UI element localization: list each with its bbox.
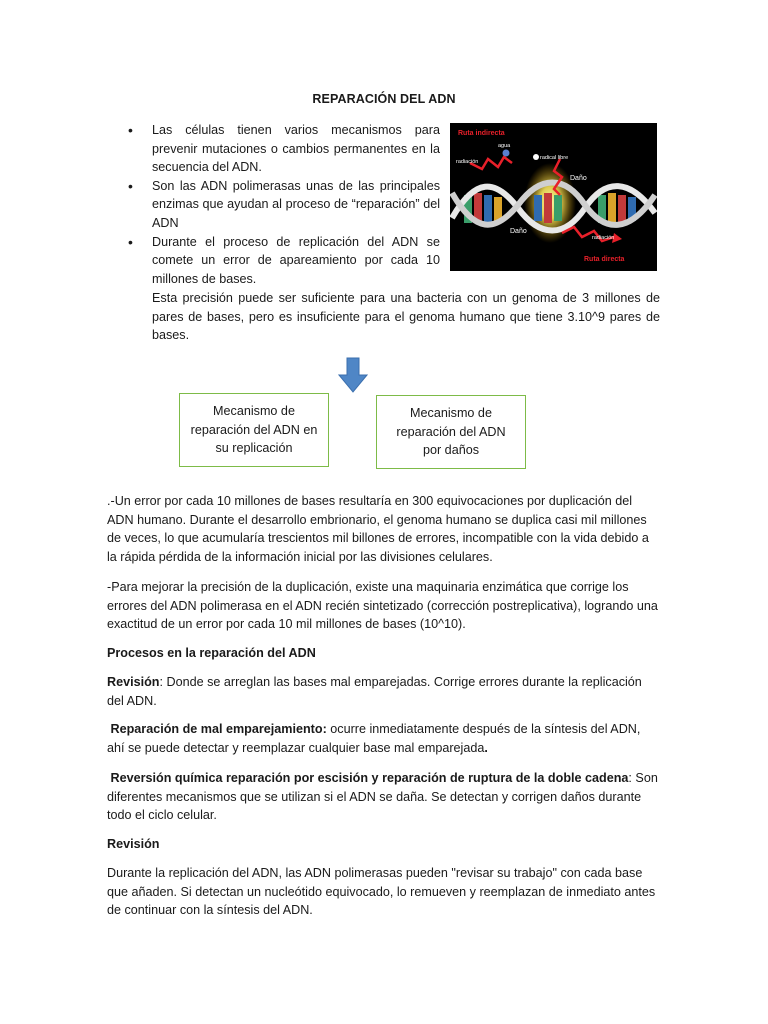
mismatch-definition: ocurre inmediatamente después de la síntesis del ADN, ahí se puede detectar y reemplazar cualquier base mal emparejada <box>107 722 641 755</box>
bullet-item <box>128 177 440 233</box>
paragraph-revision <box>107 673 659 710</box>
mismatch-term: Reparación de mal emparejamiento: <box>110 722 327 736</box>
bullet-text: Son las ADN polimerasas unas de las principales enzimas que ayudan al proceso de “reparación” del ADN <box>152 178 440 230</box>
paragraph-precision: -Para mejorar la precisión de la duplicación, existe una maquinaria enzimática que corrige los errores del ADN polimerasa en el ADN recién sintetizado (corrección postreplicativa), logrando una exactitud de un error por cada 10 mil millones de bases (10^10). <box>107 580 658 632</box>
radiacion-top-label: radiación <box>456 159 479 165</box>
dna-helix-illustration <box>450 123 657 271</box>
bullet-dot-icon: • <box>128 122 133 138</box>
bullet-item <box>128 121 440 177</box>
page-title: REPARACIÓN DEL ADN <box>312 92 456 106</box>
revision-definition: : Donde se arreglan las bases mal emparejadas. Corrige errores durante la replicación del ADN. <box>107 675 642 708</box>
bullet-text: Las células tienen varios mecanismos para prevenir mutaciones o cambios permanentes en la secuencia del ADN. <box>152 123 440 175</box>
down-arrow-icon <box>338 357 368 393</box>
ruta-indirecta-label: Ruta indirecta <box>458 130 505 137</box>
section-heading-revision: Revisión <box>107 837 160 851</box>
agua-label: agua <box>498 143 511 149</box>
reversion-term: Reversión química reparación por escisión y reparación de ruptura de la doble cadena <box>110 771 629 785</box>
bullet-list <box>128 121 440 288</box>
bullet-continuation: Esta precisión puede ser suficiente para una bacteria con un genoma de 3 millones de pares de bases, pero es insuficiente para el genoma humano que tiene 3.10^9 pares de bases. <box>152 291 660 343</box>
dna-damage-figure <box>450 123 657 271</box>
paragraph-proofreading: Durante la replicación del ADN, las ADN polimerasas pueden "revisar su trabajo" con cada base que añaden. Si detectan un nucleótido equivocado, lo remueven y reemplazan de inmediato antes de continuar con la síntesis del ADN. <box>107 866 656 918</box>
bullet-item <box>128 233 440 289</box>
dano-top-label: Daño <box>570 175 587 182</box>
dano-left-label: Daño <box>510 228 527 235</box>
bullet-dot-icon: • <box>128 177 133 194</box>
revision-term: Revisión <box>107 675 160 689</box>
base-pairs <box>464 193 636 223</box>
mechanism-box-label: Mecanismo de reparación del ADN en su replicación <box>190 404 318 456</box>
free-radical-icon <box>533 154 539 160</box>
mechanism-box-label: Mecanismo de reparación del ADN por daños <box>396 406 506 458</box>
bullet-dot-icon: • <box>128 233 133 250</box>
paragraph-errors: .-Un error por cada 10 millones de bases resultaría en 300 equivocaciones por duplicación del ADN humano. Durante el desarrollo embrionario, el genoma humano se duplica casi mil millones de veces, lo que acumularía trescientos mil billones de errores, incompatible con la vida debido a la rápida pérdida de la información inicial por las divisiones celulares. <box>107 494 649 564</box>
bullet-text: Durante el proceso de replicación del ADN se comete un error de apareamiento por cada 10 millones de bases. <box>152 234 440 286</box>
paragraph-reversion <box>107 769 659 825</box>
mechanism-box-damage <box>376 395 526 469</box>
paragraph-mismatch <box>107 720 659 757</box>
radiacion-bottom-label: radiación <box>592 235 615 241</box>
radical-libre-label: radical libre <box>540 155 569 161</box>
reversion-definition: : Son diferentes mecanismos que se utilizan si el ADN se daña. Se detectan y corrigen daños durante todo el ciclo celular. <box>107 771 658 823</box>
section-heading-procesos: Procesos en la reparación del ADN <box>107 646 316 660</box>
ruta-directa-label: Ruta directa <box>584 256 625 263</box>
water-molecule-icon <box>503 150 510 157</box>
mechanism-box-replication <box>179 393 329 467</box>
mismatch-period: . <box>484 740 488 755</box>
